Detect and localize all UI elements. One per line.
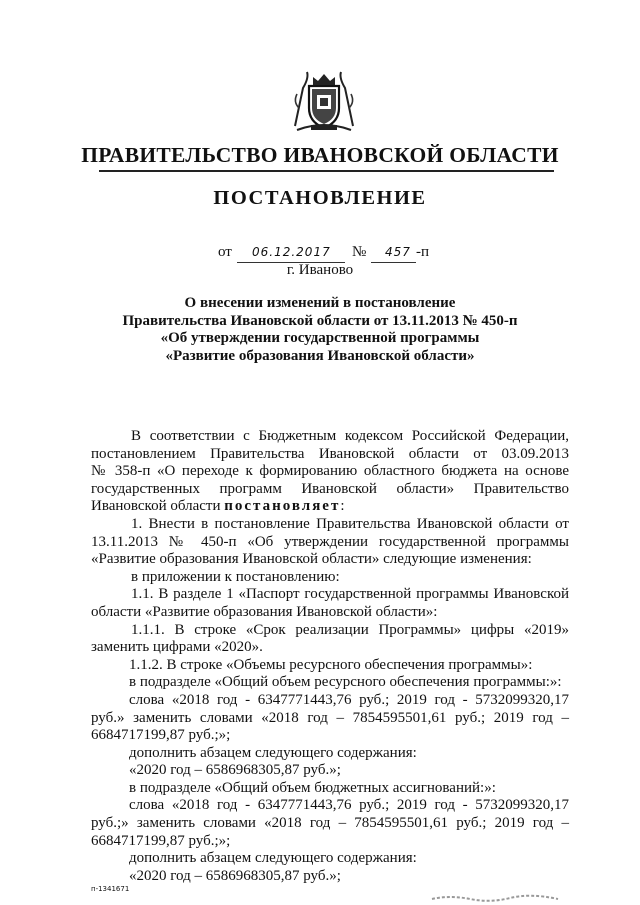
body-line: в подразделе «Общий объем бюджетных ассигнований:»: xyxy=(129,779,496,796)
body-text: : xyxy=(340,498,345,515)
number-suffix: -п xyxy=(416,244,430,260)
government-title: ПРАВИТЕЛЬСТВО ИВАНОВСКОЙ ОБЛАСТИ xyxy=(81,143,559,167)
body-line: слова «2018 год - 6347771443,76 руб.; 2019 год - 5732099320,17 xyxy=(129,797,569,814)
document-date: 06.12.2017 xyxy=(252,245,331,259)
document-heading xyxy=(40,295,600,365)
body-line: в приложении к постановлению: xyxy=(131,568,340,585)
document-type: ПОСТАНОВЛЕНИЕ xyxy=(213,187,427,209)
scan-stamp-mark xyxy=(430,893,560,903)
city: г. Иваново xyxy=(286,262,354,278)
body-line: № 358-п «О переходе к формированию областного бюджета на основе xyxy=(91,463,569,480)
decree-word: постановляет xyxy=(224,498,341,515)
date-prefix: от xyxy=(218,244,232,260)
body-line: дополнить абзацем следующего содержания: xyxy=(129,744,417,761)
body-line: 6684717199,87 руб.;»; xyxy=(91,832,231,849)
heading-line: Правительства Ивановской области от 13.11.2013 № 450-п xyxy=(122,312,518,329)
body-line: государственных программ Ивановской области» Правительство xyxy=(91,480,569,497)
body-line: «Развитие образования Ивановской области» следующие изменения: xyxy=(91,551,532,568)
body-line: 13.11.2013 № 450-п «Об утверждении государственной программы xyxy=(91,533,569,550)
body-line: заменить цифрами «2020». xyxy=(91,639,263,656)
body-line: «2020 год – 6586968305,87 руб.»; xyxy=(129,762,341,779)
ivanovo-coat-of-arms-icon xyxy=(289,68,359,134)
body-line: области «Развитие образования Ивановской области»: xyxy=(91,603,438,620)
body-line: руб.» заменить словами «2018 год – 7854595501,61 руб.; 2019 год – xyxy=(91,709,569,726)
body-line: в подразделе «Общий объем ресурсного обеспечения программы:»: xyxy=(129,674,562,691)
body-line: «2020 год – 6586968305,87 руб.»; xyxy=(129,867,341,884)
body-text: Ивановской области xyxy=(91,498,221,515)
number-prefix: № xyxy=(352,244,367,260)
title-underline xyxy=(99,170,554,172)
body-line: 1.1. В разделе 1 «Паспорт государственной программы Ивановской xyxy=(131,586,569,603)
body-line: В соответствии с Бюджетным кодексом Российской Федерации, xyxy=(131,428,569,444)
body-line: постановлением Правительства Ивановской области от 03.09.2013 xyxy=(91,445,569,462)
body-line: слова «2018 год - 6347771443,76 руб.; 2019 год - 5732099320,17 xyxy=(129,691,569,708)
body-line: 1.1.2. В строке «Объемы ресурсного обеспечения программы»: xyxy=(129,656,533,673)
body-line: 6684717199,87 руб.;»; xyxy=(91,727,231,744)
document-number: 457 xyxy=(385,245,411,259)
heading-line: О внесении изменений в постановление xyxy=(184,295,456,311)
document-body xyxy=(91,428,569,885)
body-line xyxy=(91,498,569,516)
body-line: 1.1.1. В строке «Срок реализации Программы» цифры «2019» xyxy=(131,621,569,638)
body-line: руб.;» заменить словами «2018 год – 7854595501,61 руб.; 2019 год – xyxy=(91,815,569,832)
body-line: дополнить абзацем следующего содержания: xyxy=(129,850,417,867)
heading-line: «Об утверждении государственной программы xyxy=(160,330,480,347)
footer-code: п-1341671 xyxy=(91,885,130,893)
body-line: 1. Внести в постановление Правительства Ивановской области от xyxy=(131,515,569,532)
heading-line: «Развитие образования Ивановской области» xyxy=(165,347,475,364)
